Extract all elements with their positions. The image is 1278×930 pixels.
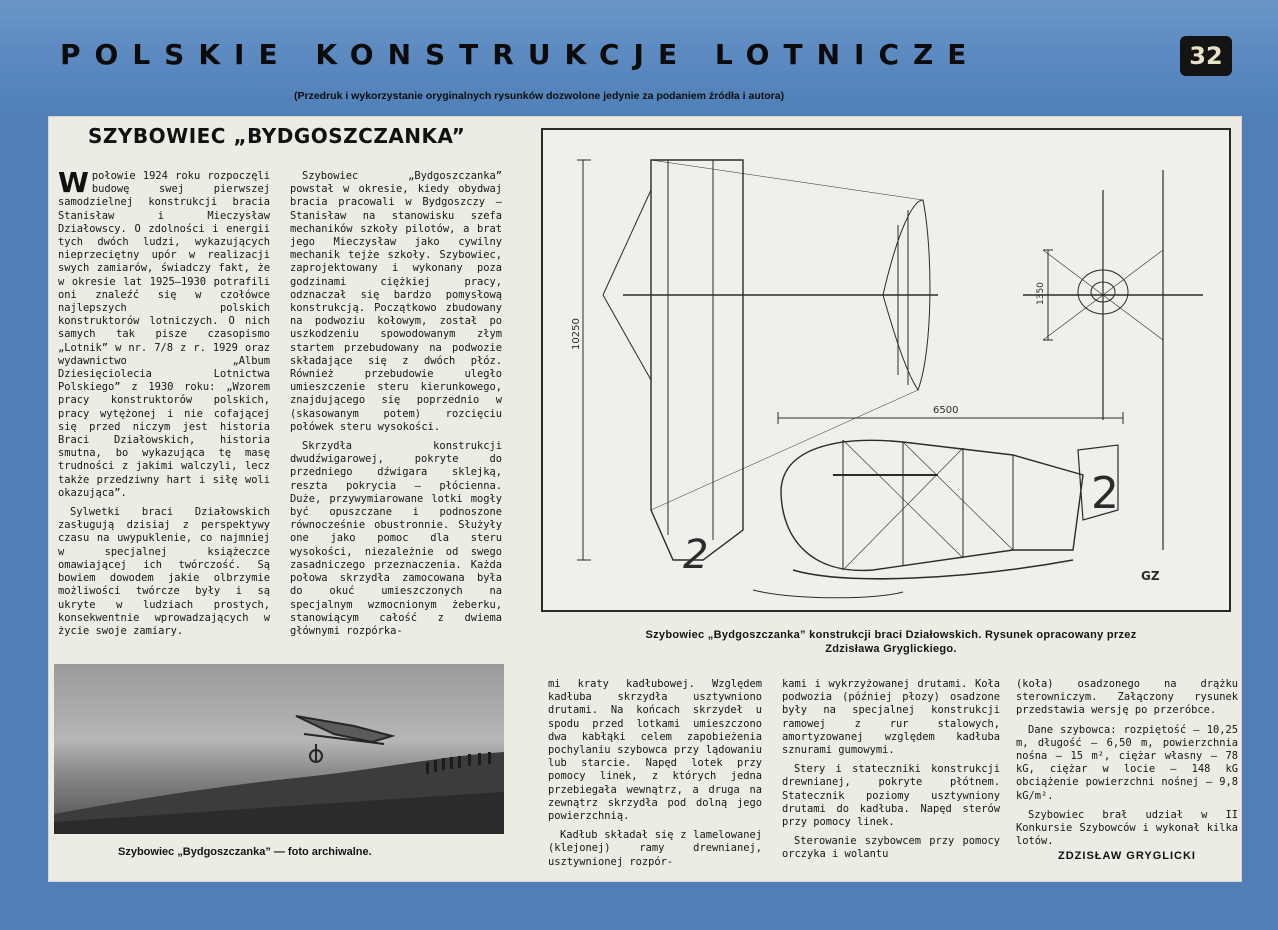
paragraph-text: połowie 1924 roku rozpoczęli budowę swej pierwszej samodzielnej konstrukcji bracia Stanisław i Mieczysław Działowscy. O zdolności i energii tych dwóch ludzi, wykazujących nieprzeciętny upór w realizacji swych zamiarów, świadczy fakt, że w okresie lat 1925—1930 potrafili oni znaleźć się w czołówce najlepszych polskich konstruktorów lotniczych. O nich samych tak pisze czasopismo „Lotnik” w nr. 7/8 z r. 1929 oraz wydawnictwo „Album Dziesięciolecia Lotnictwa Polskiego” z 1930 roku: „Wzorem pracy konstruktorów polskich, pracy wytężonej i nie cofającej się przed niczym jest historia Braci Działowskich, historia smutna, bo wykazująca tę masę trudności z jakimi walczyli, lecz także przedziwny hart i siłę woli okazująca”. <box>58 170 270 499</box>
paragraph: Sterowanie szybowcem przy pomocy orczyka i wolantu <box>782 835 1000 861</box>
photo-caption: Szybowiec „Bydgoszczanka” — foto archiwalne. <box>118 846 372 858</box>
paragraph: Kadłub składał się z lamelowanej (klejonej) ramy drewnianej, usztywnionej rozpór- <box>548 829 762 868</box>
text-column-3 <box>548 678 762 868</box>
photo-svg <box>54 664 504 834</box>
article-title: SZYBOWIEC „BYDGOSZCZANKA” <box>88 124 466 148</box>
drawing-caption-line-1: Szybowiec „Bydgoszczanka” konstrukcji braci Działowskich. Rysunek opracowany przez <box>645 629 1137 641</box>
drawing-caption-line-2: Zdzisława Gryglickiego. <box>825 643 957 655</box>
top-view-wing <box>603 160 938 560</box>
text-column-4 <box>782 678 1000 868</box>
paragraph: Szybowiec brał udział w II Konkursie Szybowców i wykonał kilka lotów. <box>1016 808 1238 848</box>
paragraph: (koła) osadzonego na drążku sterowniczym. Załączony rysunek przedstawia wersję po przeróbce. <box>1016 678 1238 717</box>
dim-height-label: 1350 <box>1036 282 1046 305</box>
paragraph: Dane szybowca: rozpiętość — 10,25 m, długość — 6,50 m, powierzchnia nośna — 15 m², ciężar własny — 78 kG, ciężar w locie — 148 kG obciążenie powierzchni nośnej — 9,8 kG/m². <box>1016 723 1238 802</box>
paragraph <box>58 166 270 500</box>
dim-span-label: 10250 <box>571 318 582 350</box>
paragraph: Skrzydła konstrukcji dwudźwigarowej, pokryte do przedniego dźwigara sklejką, reszta pokrycia — płócienna. Duże, przywymiarowane lotki mogły być opuszczane i podnoszone równocześnie obustronnie. Służyły one jako pomoc dla steru wysokości, niezależnie od swego zasadniczego przeznaczenia. Każda połowa skrzydła zamocowana była do okuć umieszczonych na specjalnym wzmocnionym żeberku, stanowiącym całość z dwiema głównymi rozpórka- <box>290 440 502 637</box>
paragraph: Stery i stateczniki konstrukcji drewnianej, pokryte płótnem. Statecznik poziomy usztywniony drutami do kadłuba. Napęd sterów przy pomocy linek. <box>782 763 1000 829</box>
paragraph: mi kraty kadłubowej. Względem kadłuba skrzydła usztywniono drutami. Na końcach skrzydeł u spodu przed lotkami umieszczono dwa kabłąki celem zapobieżenia pochylaniu szybowca przy lądowaniu lub starcie. Napęd lotek przy pomocy linek, z których jedna przebiegała wewnątrz, a druga na zewnątrz skrzydła pod dolną jego powierzchnią. <box>548 678 762 823</box>
paragraph: kami i wykrzyżowanej drutami. Koła podwozia (później płozy) osadzone były na specjalnej konstrukcji ramowej z rur stalowych, amortyzowanej względem kadłuba sznurami gumowymi. <box>782 678 1000 757</box>
drawing-caption <box>546 628 1236 656</box>
author-name: ZDZISŁAW GRYGLICKI <box>1058 850 1196 862</box>
page-number-badge: 32 <box>1180 36 1232 76</box>
archival-photo <box>54 664 504 834</box>
text-column-5 <box>1016 678 1238 848</box>
rudder-number: 2 <box>1091 468 1119 519</box>
text-column-2 <box>290 170 502 654</box>
page-header-title: POLSKIE KONSTRUKCJE LOTNICZE <box>60 38 981 71</box>
reprint-note: (Przedruk i wykorzystanie oryginalnych rysunków dozwolone jedynie za podaniem źródła i autora) <box>294 90 785 102</box>
wing-number: 2 <box>683 532 709 578</box>
text-column-1 <box>58 166 270 650</box>
technical-drawing <box>541 128 1231 612</box>
paragraph: Sylwetki braci Działowskich zasługują dzisiaj z perspektywy czasu na uwypuklenie, co najmniej w specjalnej książeczce omawiającej ich twórczość. Są bowiem dowodem jakie olbrzymie możliwości twórcze były i są ukryte w ludziach prostych, konsekwentnie wprowadzających w życie swoje zamiary. <box>58 506 270 637</box>
draftsman-signature: GZ <box>1141 569 1160 583</box>
drawing-svg <box>543 130 1229 610</box>
glider-silhouette <box>296 716 392 762</box>
drop-cap: W <box>58 166 89 199</box>
paragraph: Szybowiec „Bydgoszczanka” powstał w okresie, kiedy obydwaj bracia pracowali w Bydgoszczy — Stanisław na stanowisku szefa mechaników szkoły pilotów, a brat jego Mieczysław jako cywilny mechanik tejże szkoły. Szybowiec, zaprojektowany i wykonany poza godzinami ciężkiej pracy, odznaczał się bardzo pomysłową konstrukcją. Początkowo zbudowany na podwoziu kołowym, został po uszkodzeniu spowodowanym złym startem przebudowany na podwozie składające się z dwóch płóz. Również przebudowie uległo umieszczenie steru kierunkowego, znajdującego się poprzednio w (skasowanym potem) rozcięciu połówek steru wysokości. <box>290 170 502 433</box>
side-view-fuselage <box>753 440 1118 598</box>
dim-length-label: 6500 <box>933 405 959 416</box>
